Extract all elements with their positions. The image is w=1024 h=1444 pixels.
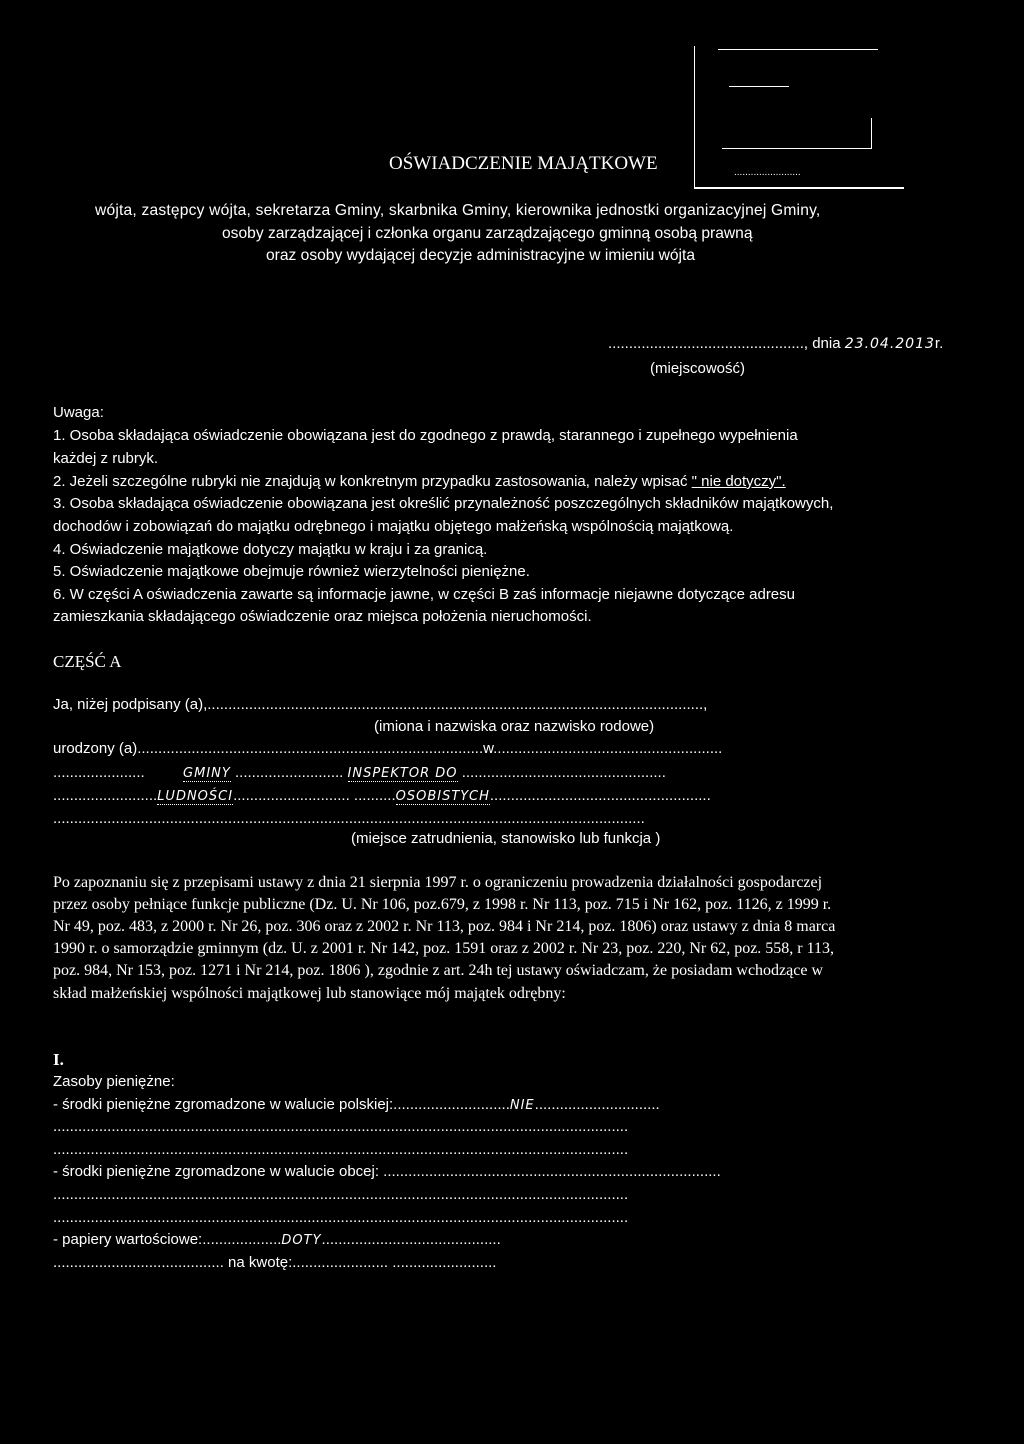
note-4: 4. Oświadczenie majątkowe dotyczy majątku w kraju i za granicą. (53, 541, 488, 558)
legal-line-6: skład małżeńskiej wspólności majątkowej lub stanowiące mój majątek odrębny: (53, 985, 566, 1002)
names-caption: (imiona i nazwiska oraz nazwisko rodowe) (374, 718, 655, 735)
date-handwritten: 23.04.2013 (844, 336, 935, 352)
securities-line: - papiery wartościowe:...................DOTY........................................... (53, 1231, 501, 1248)
legal-line-1: Po zapoznaniu się z przepisami ustawy z dnia 21 sierpnia 1997 r. o ograniczeniu prowadzenia działalności gospodarczej (53, 874, 823, 891)
employment-caption: (miejsce zatrudnienia, stanowisko lub funkcja ) (351, 830, 661, 847)
notes-heading: Uwaga: (53, 404, 104, 421)
note-2a: 2. Jeżeli szczególne rubryki nie znajdują w konkretnym przypadku zastosowania, należy wpisać (53, 473, 692, 490)
foreign-funds-line (53, 1163, 721, 1180)
note-5: 5. Oświadczenie majątkowe obejmuje również wierzytelności pieniężne. (53, 563, 530, 580)
born-line: urodzony (a)...................................................................................w....................................................... (53, 740, 723, 757)
legal-line-3: Nr 49, poz. 483, z 2000 r. Nr 26, poz. 306 oraz z 2002 r. Nr 113, poz. 984 i Nr 214, poz. 1806) oraz ustawy z dnia 8 marca (53, 918, 836, 935)
hw-inspektor: INSPEKTOR DO (347, 766, 458, 781)
pln-funds-value: NIE (509, 1098, 535, 1113)
subtitle-line-2: osoby zarządzającej i członka organu zarządzającego gminną osobą prawną (222, 225, 753, 242)
employment-line-3: .............................................................................................................................................. (53, 810, 645, 827)
place-dots: ..............................................., dnia (608, 335, 841, 352)
note-2 (53, 473, 786, 490)
date-suffix: r. (934, 335, 944, 352)
hw-ludnosci: LUDNOŚCI (157, 789, 234, 804)
document-title: OŚWIADCZENIE MAJĄTKOWE (389, 153, 658, 174)
stamp-number: ........................ (734, 167, 801, 178)
amount-dots: ....................... ......................... (292, 1254, 497, 1271)
pln-funds-label: - środki pieniężne zgromadzone w walucie polskiej: (53, 1096, 394, 1113)
note-1b: każdej z rubryk. (53, 450, 159, 467)
pln-funds-line: - środki pieniężne zgromadzone w walucie polskiej:............................NIE.............................. (53, 1096, 660, 1113)
pln-funds-dots: .............................. (534, 1096, 660, 1113)
section-i-number: I. (53, 1050, 64, 1069)
employment-line-2: .........................LUDNOŚCI............................ ..........OSOBISTYCH..................................................... (53, 787, 711, 804)
legal-line-5: poz. 984, Nr 153, poz. 1271 i Nr 214, poz. 1806 ), zgodnie z art. 24h tej ustawy oświadczam, że posiadam wchodzące w (53, 962, 824, 979)
amount-label: na kwotę: (223, 1254, 293, 1271)
foreign-funds-extra: .......................................................................................................................................... (53, 1186, 629, 1203)
section-i-title: Zasoby pieniężne: (53, 1073, 175, 1090)
subtitle-line-1: wójta, zastępcy wójta, sekretarza Gminy, skarbnika Gminy, kierownika jednostki organizacyjnej Gminy, (95, 202, 821, 219)
legal-line-4: 1990 r. o samorządzie gminnym (dz. U. z 2001 r. Nr 142, poz. 1591 oraz z 2002 r. Nr 23, poz. 220, Nr 62, poz. 558, r 113, (53, 940, 835, 957)
securities-dots: ........................................... (321, 1231, 501, 1248)
place-caption: (miejscowość) (650, 360, 746, 377)
hw-osobistych: OSOBISTYCH (395, 789, 490, 804)
legal-line-2: przez osoby pełniące funkcje publiczne (Dz. U. Nr 106, poz.679, z 1998 r. Nr 113, poz. 715 i Nr 162, poz. 1126, z 1999 r. (53, 896, 832, 913)
note-2b: " nie dotyczy". (691, 473, 786, 490)
amount-lead: ......................................... (53, 1254, 224, 1271)
subtitle-line-3: oraz osoby wydającej decyzje administracyjne w imieniu wójta (266, 247, 696, 264)
securities-amount-line (53, 1254, 496, 1271)
foreign-funds-dots: ................................................................................. (383, 1163, 721, 1180)
foreign-funds-label: - środki pieniężne zgromadzone w walucie obcej: (53, 1163, 384, 1180)
hw-gminy: GMINY (183, 766, 231, 781)
place-date-line (608, 335, 943, 352)
foreign-funds-extra-2: .......................................................................................................................................... (53, 1209, 629, 1226)
note-1a: 1. Osoba składająca oświadczenie obowiązana jest do zgodnego z prawdą, starannego i zupełnego wypełnienia (53, 427, 798, 444)
declarant-line: Ja, niżej podpisany (a),......................................................................................................................., (53, 696, 708, 713)
note-6b: zamieszkania składającego oświadczenie oraz miejsca położenia nieruchomości. (53, 608, 592, 625)
pln-funds-extra: .......................................................................................................................................... (53, 1118, 629, 1135)
pln-funds-extra-2: .......................................................................................................................................... (53, 1141, 629, 1158)
employment-line-1: ...................... GMINY .......................... INSPEKTOR DO ................................................. (53, 764, 666, 781)
securities-value: DOTY (281, 1233, 322, 1248)
employment-line-1-lead: ...................... (53, 764, 145, 781)
note-3b: dochodów i zobowiązań do majątku odrębnego i majątku objętego małżeńską wspólnością majątkową. (53, 518, 734, 535)
part-a-heading: CZĘŚĆ A (53, 652, 122, 671)
note-3a: 3. Osoba składająca oświadczenie obowiązana jest określić przynależność poszczególnych składników majątkowych, (53, 495, 834, 512)
note-6a: 6. W części A oświadczenia zawarte są informacje jawne, w części B zaś informacje niejawne dotyczące adresu (53, 586, 795, 603)
securities-label: - papiery wartościowe: (53, 1231, 203, 1248)
